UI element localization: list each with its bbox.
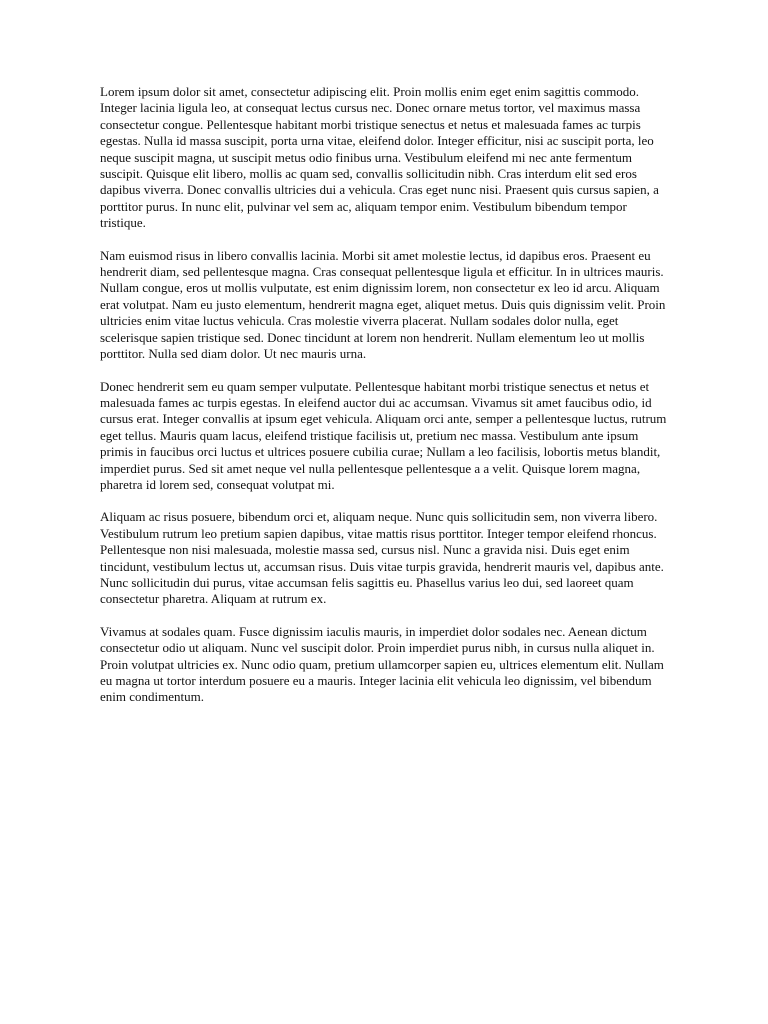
paragraph-5: Vivamus at sodales quam. Fusce dignissim iaculis mauris, in imperdiet dolor sodales nec. Aenean dictum consectetur odio ut aliquam. Nunc vel suscipit dolor. Proin imperdiet purus nibh, in cursus nulla aliquet in. Proin volutpat ultricies ex. Nunc odio quam, pretium ullamcorper sapien eu, ultrices elementum elit. Nullam eu magna ut tortor interdum posuere eu a mauris. Integer lacinia elit vehicula leo dignissim, vel bibendum enim condimentum. <box>100 623 664 705</box>
paragraph-1: Lorem ipsum dolor sit amet, consectetur adipiscing elit. Proin mollis enim eget enim sagittis commodo. Integer lacinia ligula leo, at consequat lectus cursus nec. Donec ornare metus tortor, vel maximus massa consectetur congue. Pellentesque habitant morbi tristique senectus et netus et malesuada fames ac turpis egestas. Nulla id massa suscipit, porta urna vitae, eleifend dolor. Integer efficitur, nisi ac suscipit porta, leo neque suscipit magna, ut suscipit metus odio finibus urna. Vestibulum eleifend mi nec ante fermentum suscipit. Quisque elit libero, mollis ac quam sed, convallis sollicitudin nibh. Cras interdum elit sed eros dapibus viverra. Donec convallis ultricies dui a vehicula. Cras eget nunc nisi. Praesent quis cursus sapien, a porttitor purus. In nunc elit, pulvinar vel sem ac, aliquam tempor enim. Vestibulum bibendum tempor tristique. <box>100 84 659 231</box>
paragraph-3: Donec hendrerit sem eu quam semper vulputate. Pellentesque habitant morbi tristique senectus et netus et malesuada fames ac turpis egestas. In eleifend auctor dui ac accumsan. Vivamus sit amet faucibus odio, id cursus erat. Integer convallis at ipsum eget vehicula. Aliquam orci ante, semper a pellentesque luctus, rutrum eget tellus. Mauris quam lacus, eleifend tristique facilisis ut, pretium nec massa. Vestibulum ante ipsum primis in faucibus orci luctus et ultrices posuere cubilia curae; Nullam a leo facilisis, lobortis metus blandit, imperdiet purus. Sed sit amet neque vel nulla pellentesque pellentesque a a velit. Quisque lorem magna, pharetra id lorem sed, consequat volutpat mi. <box>100 378 667 492</box>
document-body <box>100 84 668 722</box>
paragraph-2: Nam euismod risus in libero convallis lacinia. Morbi sit amet molestie lectus, id dapibus eros. Praesent eu hendrerit diam, sed pellentesque magna. Cras consequat pellentesque ligula et efficitur. In in ultrices mauris. Nullam congue, eros ut mollis vulputate, est enim dignissim lorem, non consectetur ex leo id arcu. Aliquam erat volutpat. Nam eu justo elementum, hendrerit magna eget, aliquet metus. Duis quis dignissim velit. Proin ultricies enim vitae luctus vehicula. Cras molestie viverra placerat. Nullam sodales dolor nulla, eget scelerisque sapien tristique sed. Donec tincidunt at lorem non hendrerit. Nullam elementum leo ut mollis porttitor. Nulla sed diam dolor. Ut nec mauris urna. <box>100 247 666 362</box>
paragraph-4: Aliquam ac risus posuere, bibendum orci et, aliquam neque. Nunc quis sollicitudin sem, non viverra libero. Vestibulum rutrum leo pretium sapien dapibus, vitae mattis risus porttitor. Integer tempor eleifend rhoncus. Pellentesque non nisi malesuada, molestie massa sed, cursus nisl. Nunc a gravida nisi. Duis eget enim tincidunt, vestibulum lectus ut, accumsan risus. Duis vitae turpis gravida, hendrerit mauris vel, dapibus ante. Nunc sollicitudin dui purus, vitae accumsan felis sagittis eu. Phasellus varius leo dui, sed laoreet quam consectetur pharetra. Aliquam at rutrum ex. <box>100 509 664 607</box>
